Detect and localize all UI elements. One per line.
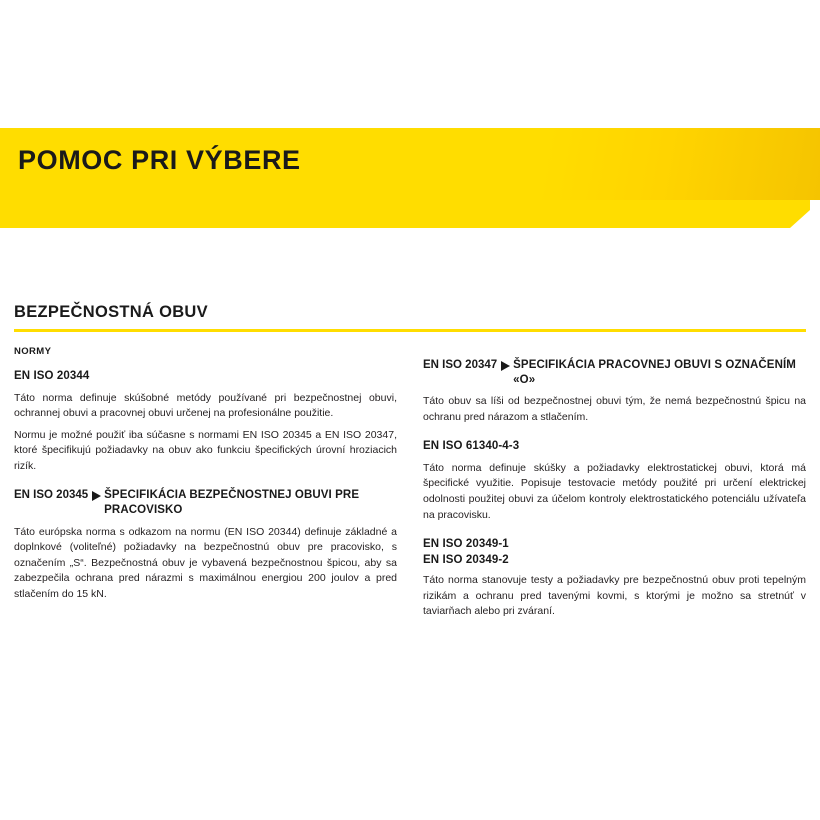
standard-heading: ŠPECIFIKÁCIA BEZPEČNOSTNEJ OBUVI PRE PRACOVISKO [104,489,360,517]
banner-gradient [430,128,820,200]
section-header [14,303,806,332]
standard-code: EN ISO 20344 [14,370,90,382]
standard-paragraph: Táto obuv sa líši od bezpečnostnej obuvi tým, že nemá bezpečnostnú špicu na ochranu pred nárazom a stlačením. [423,395,806,423]
standard-code: EN ISO 61340-4-3 [423,440,520,453]
standard-paragraph: Táto norma definuje skúšky a požiadavky elektrostatickej obuvi, ktorá má špecifické využitie. Popisuje testovacie metódy použité pri určení elektrickej odolnosti použitej obuvi za účelom kontroly elektrostatického potenciálu užívateľa na pracovisku. [423,461,806,521]
standard-block-20345 [14,488,397,602]
standard-paragraph: Táto európska norma s odkazom na normu (EN ISO 20344) definuje základné a doplnkové (voliteľné) požiadavky na bezpečnostnú obuv pre pracovisko, s označením „S“. Bezpečnostná obuv je vybavená bezpečnostnou špicou, aby sa zabezpečila ochrana pred nárazmi s maximálnou energiou 200 joulov a pred stlačením do 15 kN. [14,525,397,600]
page-title: POMOC PRI VÝBERE [18,145,301,175]
triangle-right-icon [88,488,104,501]
standard-heading: ŠPECIFIKÁCIA PRACOVNEJ OBUVI S OZNAČENÍM «O» [513,359,796,387]
standard-block-20349 [423,537,806,620]
banner-lower-strip [0,200,820,228]
standard-code: EN ISO 20347 [423,359,498,371]
content-columns [14,346,806,620]
standard-block-20344 [14,369,397,474]
standard-heading-row [423,358,806,388]
standard-heading-row [14,488,397,518]
standard-paragraph: Táto norma stanovuje testy a požiadavky pre bezpečnostnú obuv proti tepelným rizikám a ochranu pred tavenými kovmi, s ktorými je možno sa stretnúť v taviarňach alebo pri zváraní. [423,574,806,618]
standard-code-secondary: EN ISO 20349-2 [423,553,509,566]
normy-kicker: NORMY [14,346,52,357]
left-column [14,346,397,620]
column-spacer [423,346,806,358]
section-title: BEZPEČNOSTNÁ OBUV [14,303,208,321]
page-banner [0,128,820,228]
standard-code: EN ISO 20345 [14,489,89,502]
section-divider [14,329,806,332]
banner-lower-strip-shape [0,200,820,228]
standard-code: EN ISO 20349-1 [423,538,509,551]
triangle-right-icon [497,358,513,371]
standard-block-20347 [423,358,806,425]
right-column [423,346,806,620]
standard-block-61340 [423,439,806,523]
standard-paragraph: Táto norma definuje skúšobné metódy používané pri bezpečnostnej obuvi, ochrannej obuvi a pracovnej obuvi určenej na profesionálne použitie. [14,391,397,420]
standard-paragraph: Normu je možné použiť iba súčasne s normami EN ISO 20345 a EN ISO 20347, ktoré špecifikujú požiadavky na obuv ako funkciu špecifických úrovní hroziacich rizík. [14,428,397,472]
